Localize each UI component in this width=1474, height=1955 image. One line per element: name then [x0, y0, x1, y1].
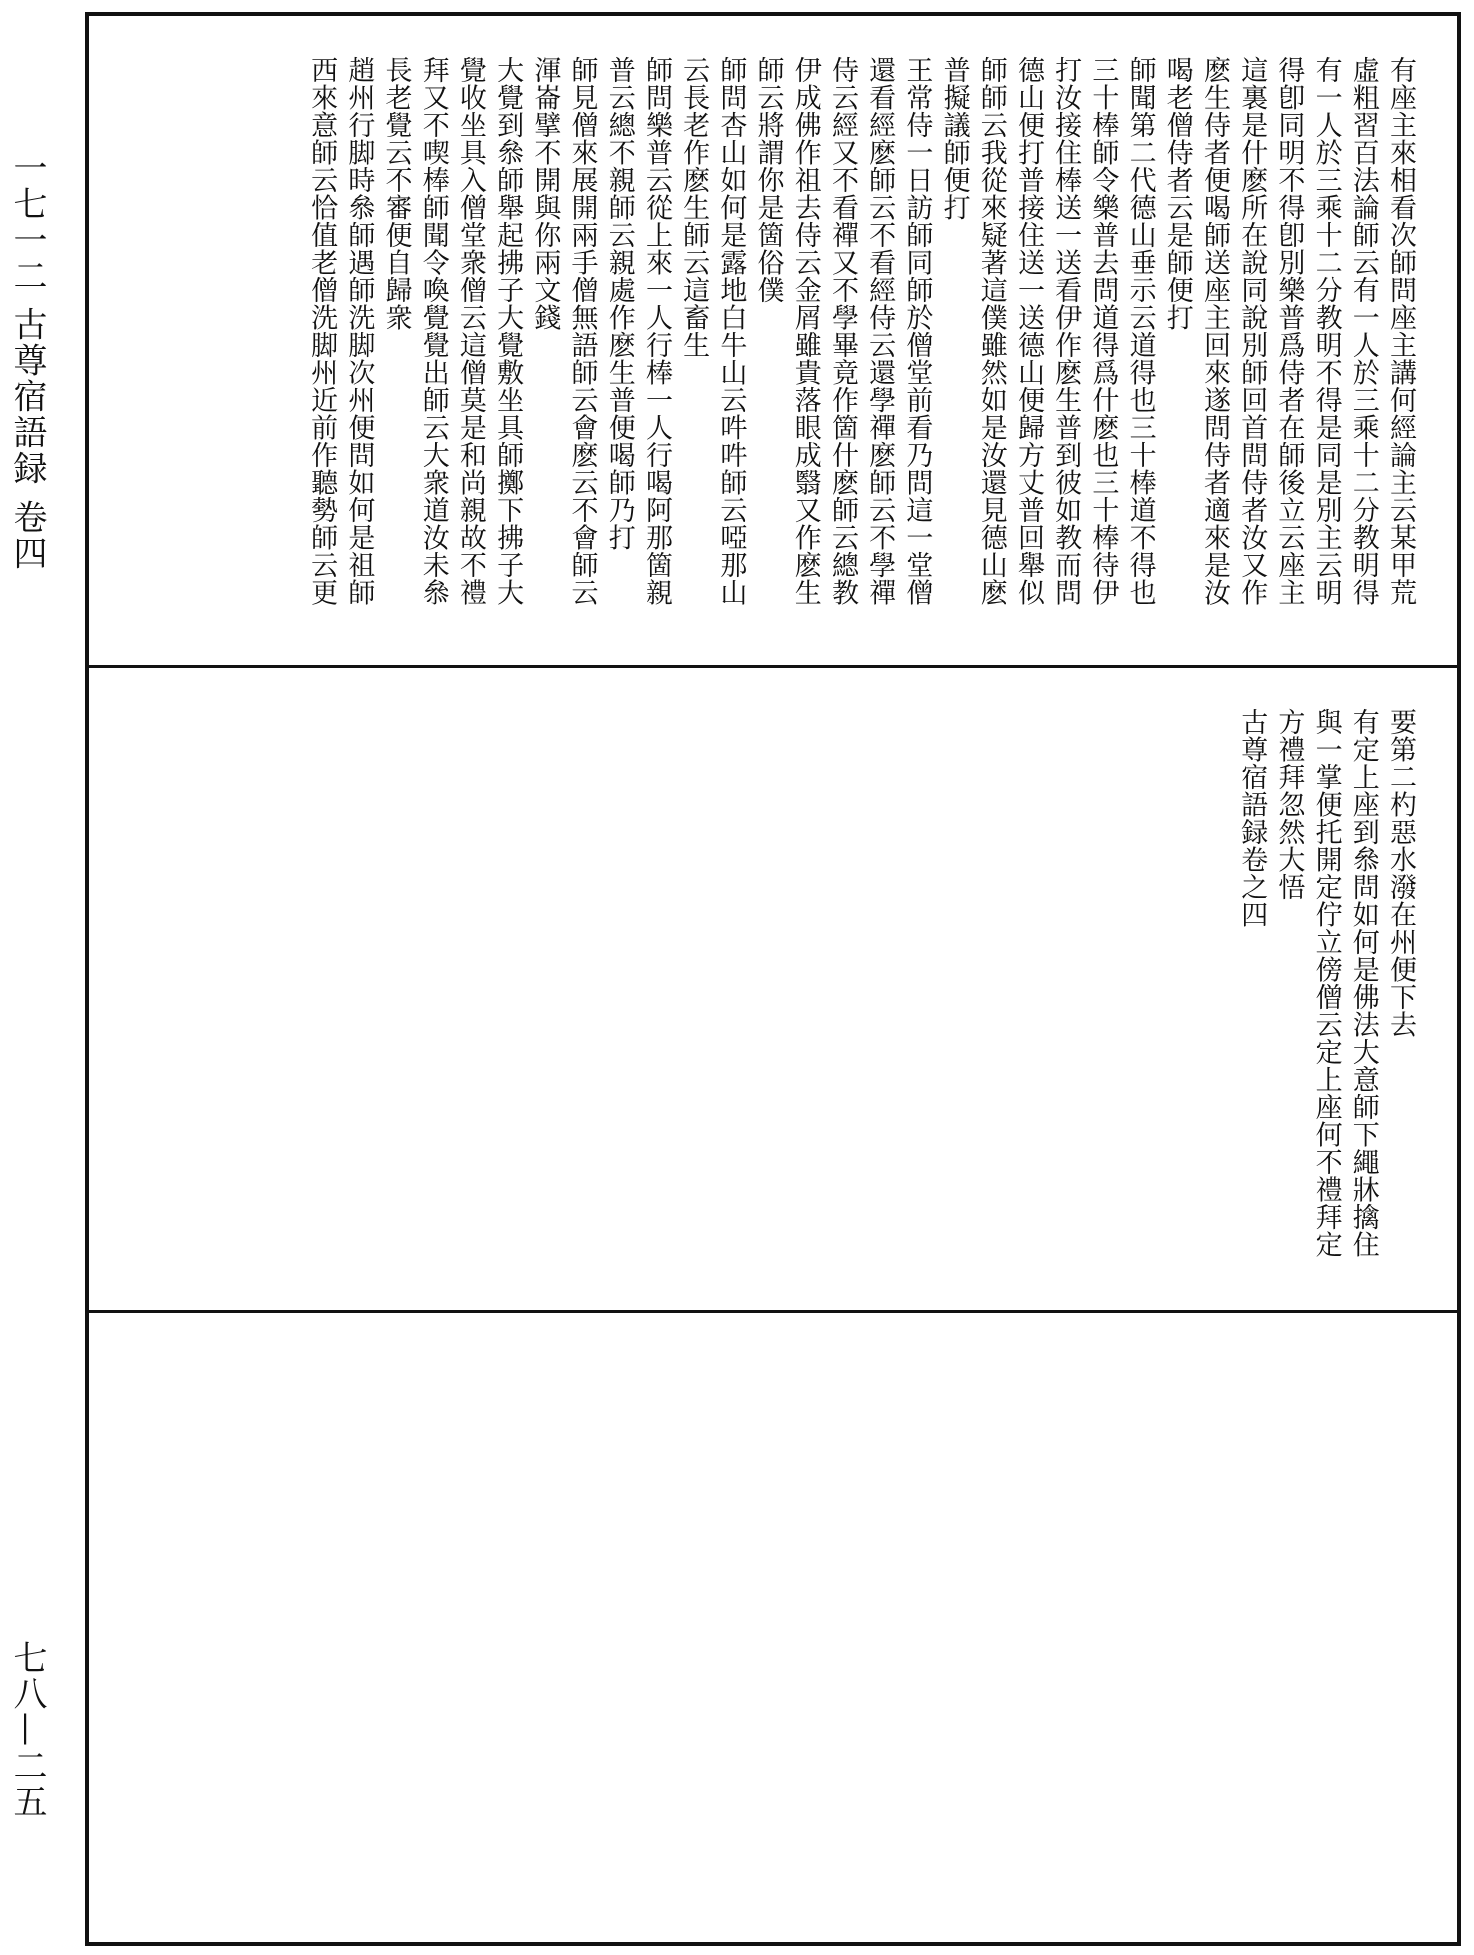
text-column: 拜又不喫棒師聞令喚覺覺出師云大衆道汝未叅 — [417, 56, 449, 606]
text-column: 德山便打普接住送一送德山便歸方丈普回舉似 — [1012, 56, 1044, 606]
text-column: 還看經麽師云不看經侍云還學禪麽師云不學禪 — [864, 56, 896, 606]
text-column: 云長老作麽生師云這畜生 — [678, 56, 710, 359]
text-column: 方禮拜忽然大悟 — [1273, 708, 1305, 901]
text-column: 師見僧來展開兩手僧無語師云會麽云不會師云 — [566, 56, 598, 606]
text-column: 覺收坐具入僧堂衆僧云這僧莫是和尚親故不禮 — [454, 56, 486, 606]
text-column: 普云總不親師云親處作麽生普便喝師乃打 — [603, 56, 635, 551]
text-column: 王常侍一日訪師同師於僧堂前看乃問這一堂僧 — [901, 56, 933, 606]
text-column: 打汝接住棒送一送看伊作麽生普到彼如教而問 — [1050, 56, 1082, 606]
text-column: 趙州行脚時叅師遇師洗脚次州便問如何是祖師 — [343, 56, 375, 606]
text-column: 與一掌便托開定佇立傍僧云定上座何不禮拜定 — [1310, 708, 1342, 1258]
text-column: 要第二杓惡水潑在州便下去 — [1385, 708, 1416, 1038]
text-column: 有定上座到叅問如何是佛法大意師下繩牀擒住 — [1347, 708, 1379, 1258]
text-column: 師師云我從來疑著這僕雖然如是汝還見德山麽 — [975, 56, 1007, 606]
text-block-upper — [303, 56, 1419, 626]
text-column: 伊成佛作祖去侍云金屑雖貴落眼成翳又作麽生 — [789, 56, 821, 606]
text-column: 這裏是什麽所在說同說別師回首問侍者汝又作 — [1236, 56, 1268, 606]
text-column: 有座主來相看次師問座主講何經論主云某甲荒 — [1385, 56, 1416, 606]
blank-panel-lower — [89, 1313, 1457, 1942]
text-column: 師云將謂你是箇俗僕 — [752, 56, 784, 304]
text-column: 虛粗習百法論師云有一人於三乘十二分教明得 — [1347, 56, 1379, 606]
margin-running-title: 一七一二 古尊宿語録 卷四 — [7, 150, 47, 572]
text-column: 渾崙擘不開與你兩文錢 — [529, 56, 561, 331]
text-column: 侍云經又不看禪又不學畢竟作箇什麽師云總教 — [826, 56, 858, 606]
text-column: 師問杏山如何是露地白牛山云吽吽師云啞那山 — [715, 56, 747, 606]
text-column: 普擬議師便打 — [938, 56, 970, 221]
text-column: 有一人於三乘十二分教明不得是同是別主云明 — [1310, 56, 1342, 606]
text-panel-upper — [89, 16, 1457, 668]
text-block-middle — [1233, 708, 1419, 1288]
text-column: 大覺到叅師舉起拂子大覺敷坐具師擲下拂子大 — [492, 56, 524, 606]
text-column: 喝老僧侍者云是師便打 — [1161, 56, 1193, 331]
text-column: 師問樂普云從上來一人行棒一人行喝阿那箇親 — [640, 56, 672, 606]
text-column: 古尊宿語録卷之四 — [1236, 708, 1268, 928]
text-column: 長老覺云不審便自歸衆 — [380, 56, 412, 331]
text-column: 三十棒師令樂普去問道得爲什麽也三十棒待伊 — [1087, 56, 1119, 606]
text-panel-middle — [89, 668, 1457, 1313]
page-frame — [85, 12, 1461, 1946]
text-column: 得卽同明不得卽別樂普爲侍者在師後立云座主 — [1273, 56, 1305, 606]
text-column: 西來意師云恰值老僧洗脚州近前作聽勢師云更 — [306, 56, 338, 606]
text-column: 麽生侍者便喝師送座主回來遂問侍者適來是汝 — [1198, 56, 1230, 606]
margin-page-number: 七八—二五 — [7, 1640, 47, 1820]
text-column: 師聞第二代德山垂示云道得也三十棒道不得也 — [1124, 56, 1156, 606]
